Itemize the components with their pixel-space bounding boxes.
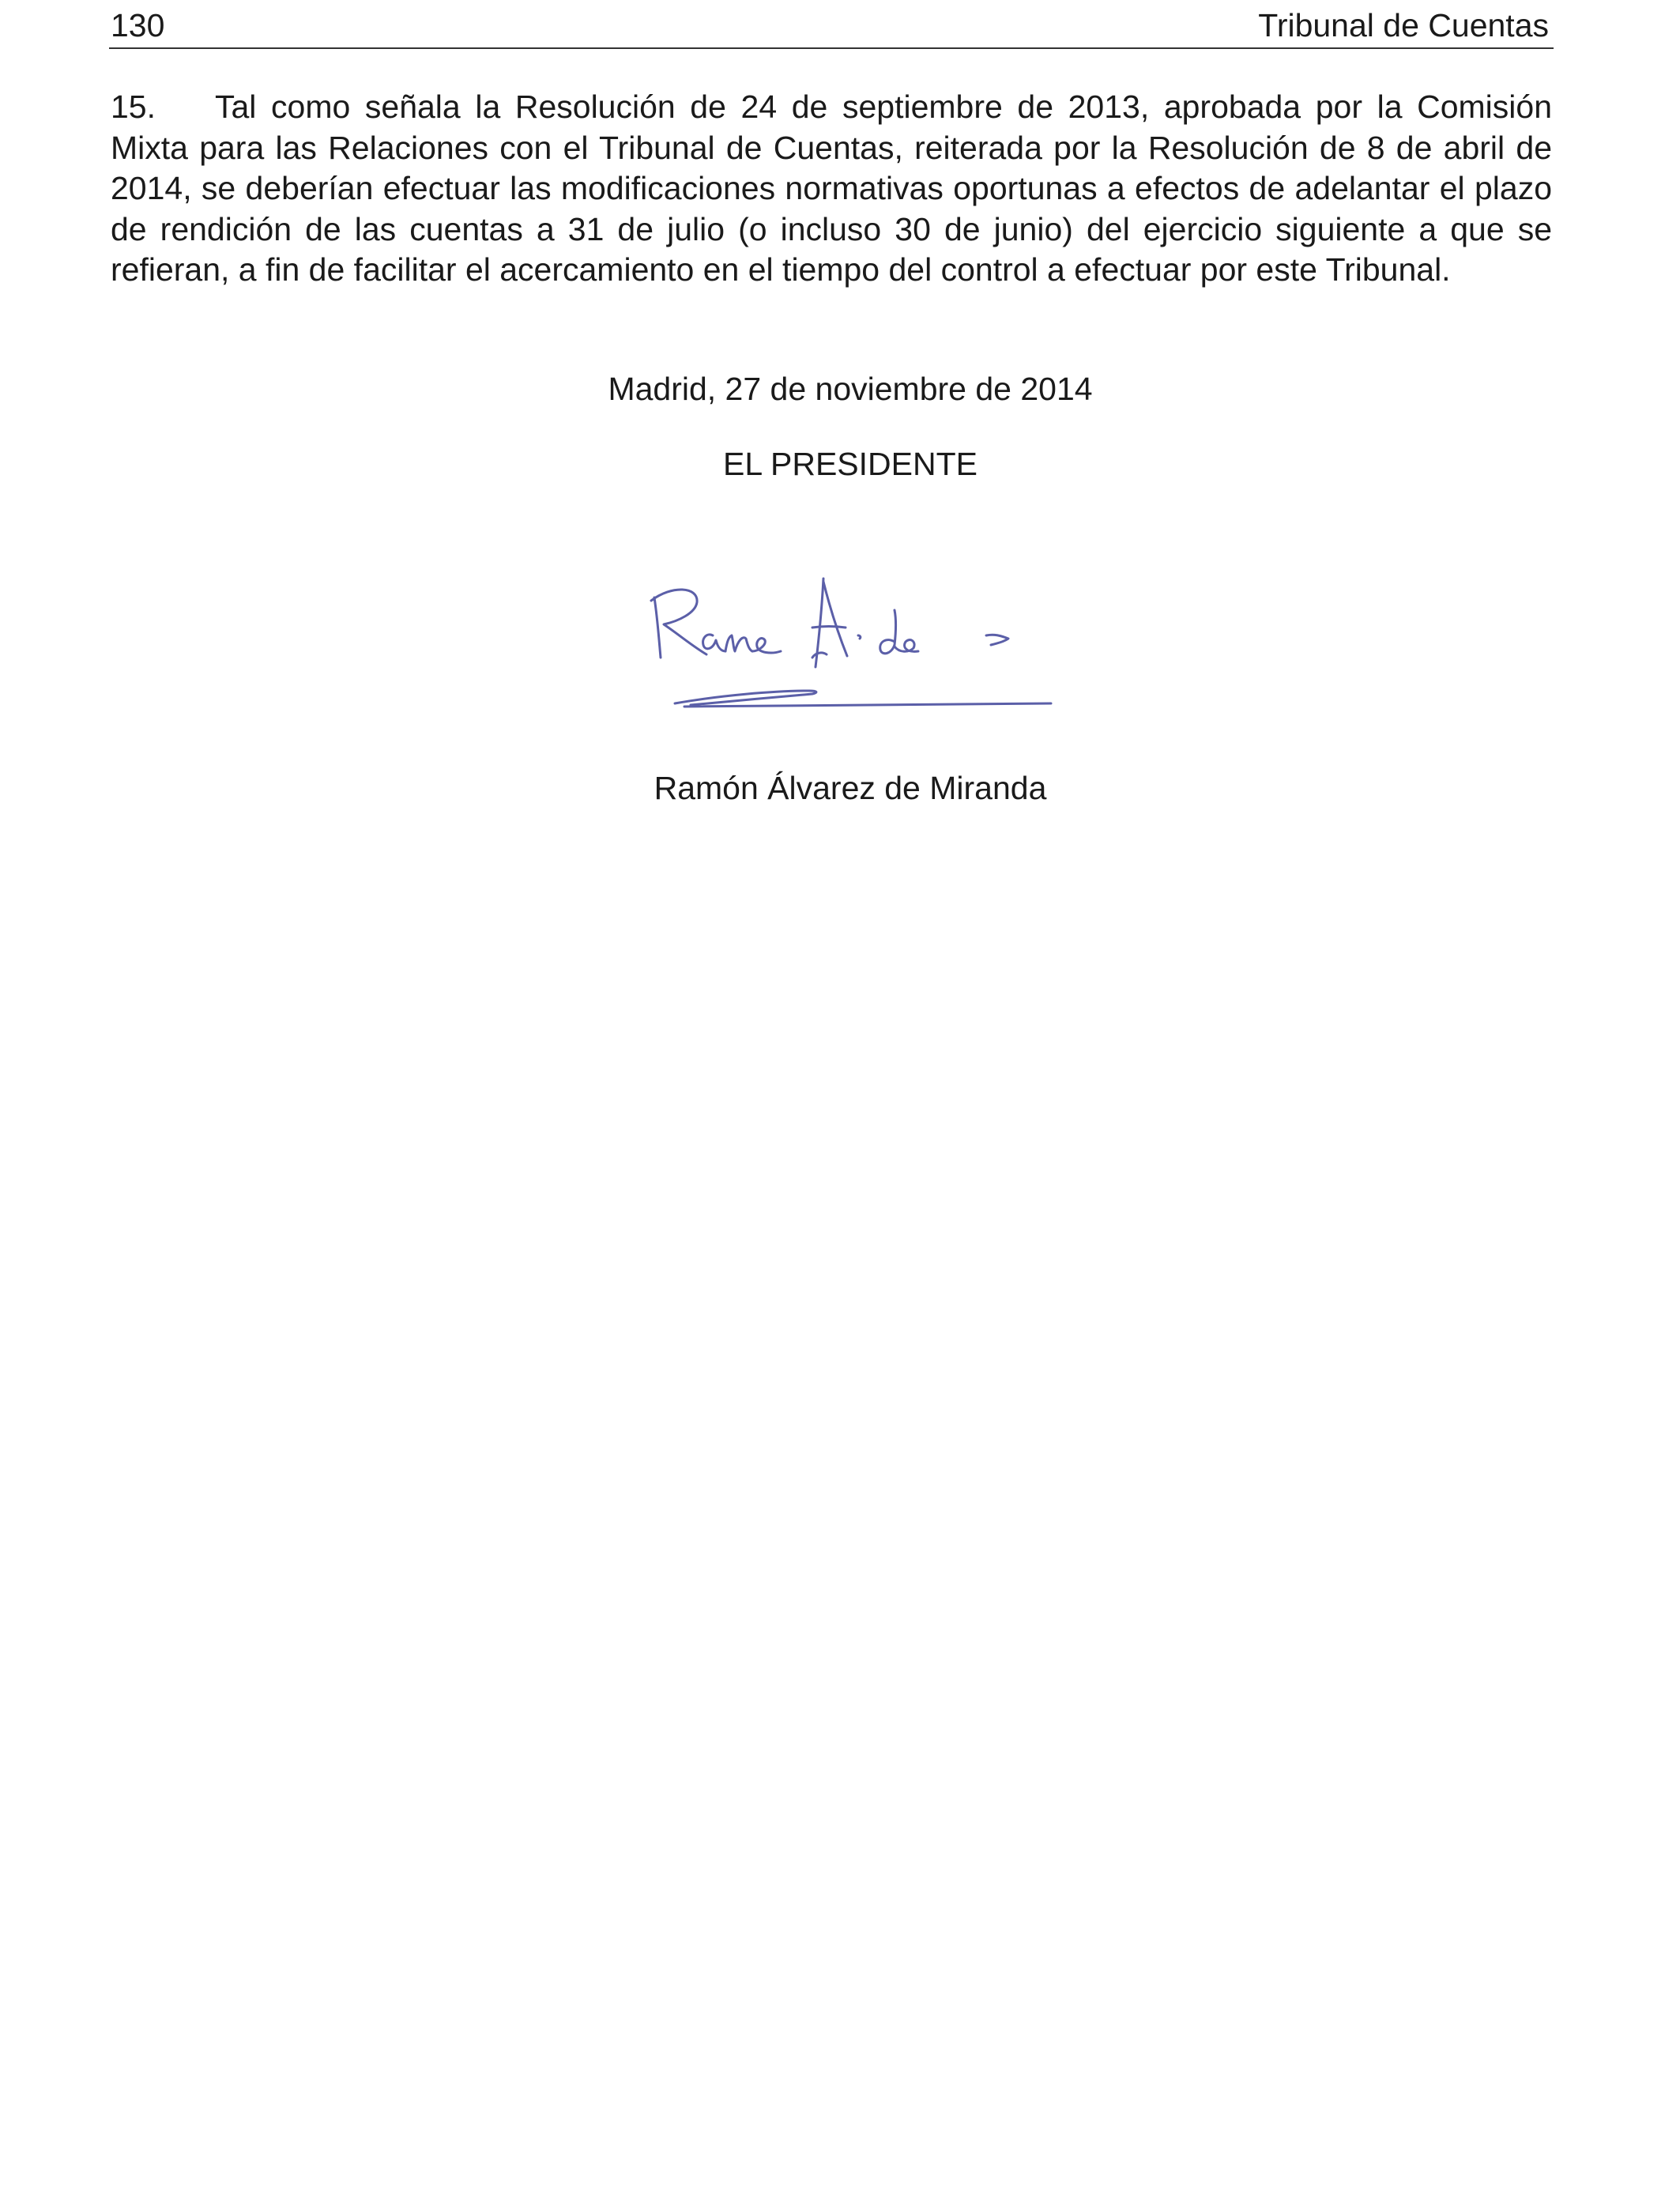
signatory-title: EL PRESIDENTE <box>722 446 977 482</box>
page-number: 130 <box>111 7 165 43</box>
running-title: Tribunal de Cuentas <box>1258 7 1549 43</box>
handwritten-signature <box>640 563 1059 713</box>
place-date: Madrid, 27 de noviembre de 2014 <box>608 371 1093 407</box>
paragraph-number: 15. <box>111 89 156 125</box>
signer-name: Ramón Álvarez de Miranda <box>654 770 1047 806</box>
paragraph-text: Tal como señala la Resolución de 24 de septiembre de 2013, aprobada por la Comisión Mixta para las Relaciones con el Tribunal de Cuentas, reiterada por la Resolución de 8 de abril de 2014, se deberían efectuar las modificaciones normativas oportunas a efectos de adelantar el plazo de rendición de las cuentas a 31 de julio (o incluso 30 de junio) del ejercicio siguiente a que se refieran, a fin de facilitar el acercamiento en el tiempo del control a efectuar por este Tribunal. <box>111 89 1552 288</box>
page-header <box>109 3 1554 49</box>
body-paragraph <box>111 87 1552 291</box>
